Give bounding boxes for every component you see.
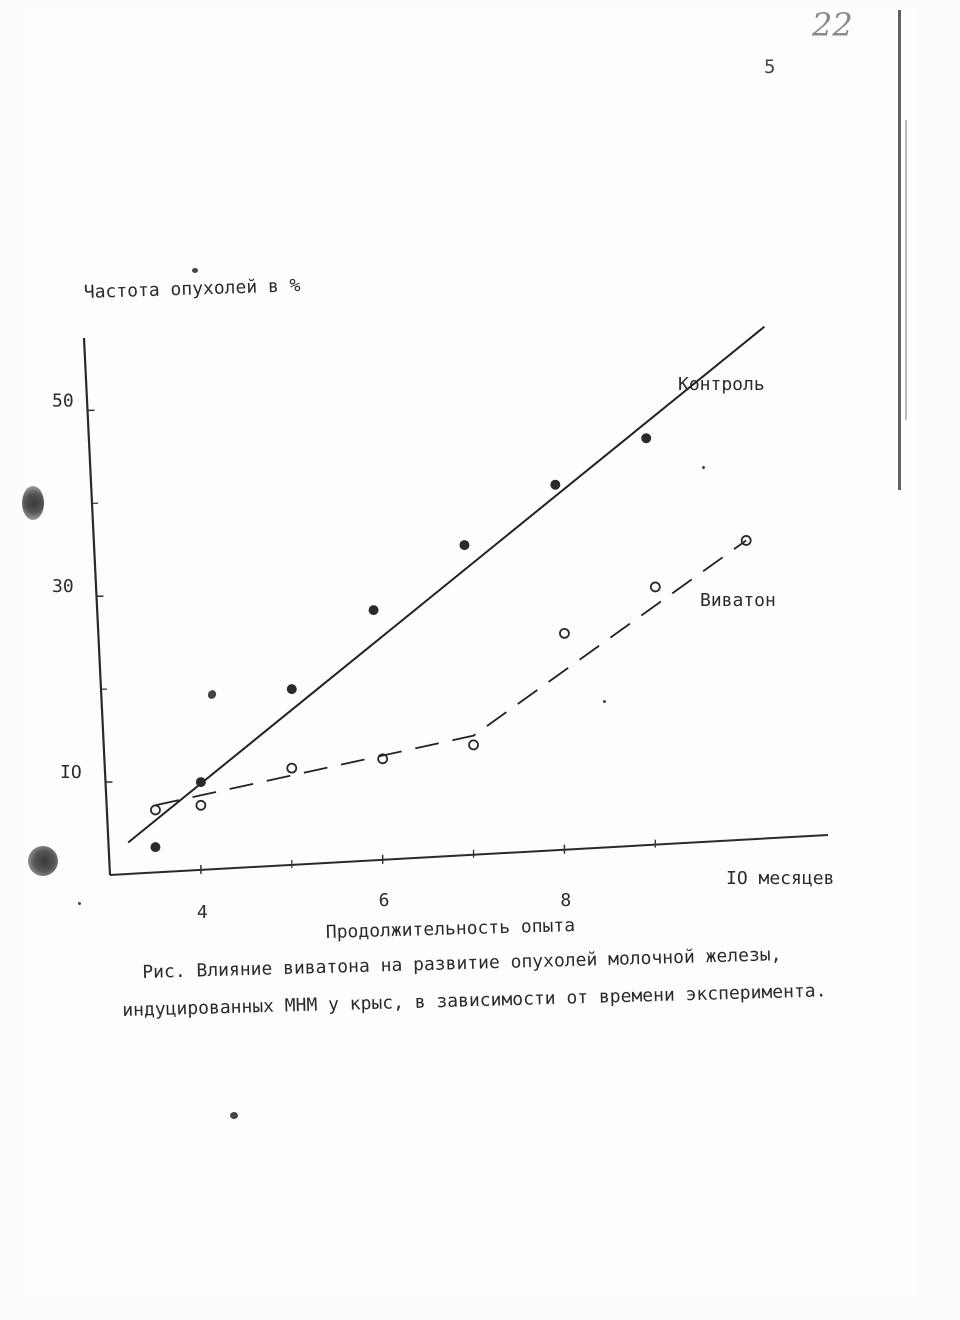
control-data-point [460,541,469,550]
control-data-point [196,778,205,787]
x-axis-line [110,835,828,875]
handwritten-sheet-number: 22 [812,6,853,44]
x-tick-label-8: 8 [560,890,572,911]
control-data-point [369,606,378,615]
chart-labels [52,275,834,943]
y-axis-title: Частота опухолей в % [83,275,301,303]
page-number: 5 [764,56,776,78]
vivaton-data-point [196,801,205,810]
series-label-vivaton: Виватон [700,590,776,611]
x-axis-title: Продолжительность опыта [325,915,576,943]
vivaton-data-point [651,582,660,591]
chart-ticks [88,410,656,874]
scan-speck [603,700,606,703]
vivaton-data-point [469,740,478,749]
vivaton-data-point [560,629,569,638]
chart-points [151,434,751,852]
chart-lines [128,327,764,843]
y-tick-label-30: 30 [52,576,74,598]
control-data-point [642,434,651,443]
control-data-point [551,480,560,489]
y-tick-label-10: IO [60,762,82,784]
vivaton-data-point [287,764,296,773]
figure-caption-line-1: Рис. Влияние виватона на развитие опухолей молочной железы, [142,944,782,983]
y-axis-line [84,338,110,875]
x-tick-label-4: 4 [196,902,208,923]
scan-speck [230,1112,238,1119]
control-data-point [151,843,160,852]
scan-speck [192,268,198,273]
x-tick-label-10: IO месяцев [726,868,835,889]
y-tick-label-50: 50 [52,390,74,412]
scan-speck [702,466,705,469]
control-data-point [287,685,296,694]
vivaton-data-point [151,805,160,814]
x-tick-label-6: 6 [378,890,390,911]
series-label-control: Контроль [678,374,765,395]
figure-caption-line-2: индуцированных МНМ у крыс, в зависимости от времени эксперимента. [122,980,827,1021]
scan-speck [78,902,81,905]
series-line-control [128,327,764,843]
